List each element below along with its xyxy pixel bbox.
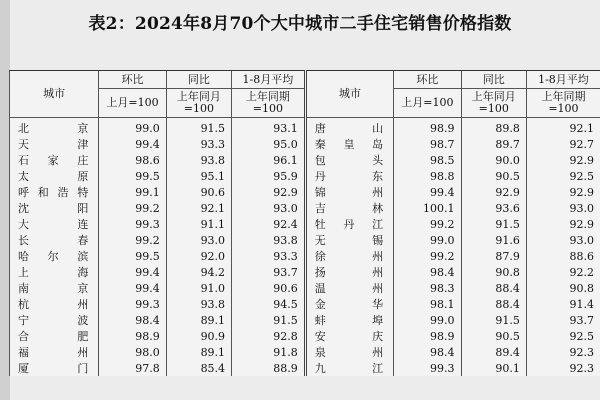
- yoy-value-right: 91.5: [461, 312, 526, 328]
- city-name-left: 呼和浩特: [10, 184, 99, 200]
- mom-value-right: 99.0: [394, 312, 461, 328]
- yoy-value-right: 90.5: [461, 168, 526, 184]
- avg-value-left: 92.8: [232, 328, 306, 344]
- yoy-value-right: 90.0: [461, 152, 526, 168]
- yoy-value-left: 91.0: [166, 280, 231, 296]
- table-row: [10, 344, 600, 360]
- table-row: [10, 248, 600, 264]
- city-name-right: 金华: [305, 296, 393, 312]
- header-row-1: [10, 71, 600, 89]
- mom-header-right: 环比: [394, 71, 461, 89]
- yoy-value-left: 89.1: [166, 344, 231, 360]
- city-name-right: 泉州: [305, 344, 393, 360]
- mom-value-left: 99.5: [99, 168, 166, 184]
- city-name-left: 北京: [10, 118, 99, 137]
- yoy-value-left: 90.6: [166, 184, 231, 200]
- avg-value-right: 93.0: [526, 200, 600, 216]
- avg-value-left: 96.1: [232, 152, 306, 168]
- table-row: [10, 264, 600, 280]
- avg-value-left: 88.9: [232, 360, 306, 376]
- yoy-value-left: 91.5: [166, 118, 231, 137]
- avg-value-left: 91.5: [232, 312, 306, 328]
- mom-value-left: 98.6: [99, 152, 166, 168]
- mom-value-left: 99.5: [99, 248, 166, 264]
- mom-value-left: 98.9: [99, 328, 166, 344]
- avg-value-right: 93.7: [526, 312, 600, 328]
- avg-value-left: 95.0: [232, 136, 306, 152]
- city-name-right: 温州: [305, 280, 393, 296]
- yoy-value-right: 91.6: [461, 232, 526, 248]
- avg-value-right: 92.7: [526, 136, 600, 152]
- table-row: [10, 360, 600, 376]
- mom-value-left: 97.8: [99, 360, 166, 376]
- avg-value-right: 91.4: [526, 296, 600, 312]
- mom-sub-header-right: 上月=100: [394, 89, 461, 118]
- mom-value-right: 100.1: [394, 200, 461, 216]
- mom-value-right: 98.9: [394, 118, 461, 137]
- yoy-value-left: 92.1: [166, 200, 231, 216]
- table-row: [10, 118, 600, 137]
- city-name-left: 沈阳: [10, 200, 99, 216]
- mom-value-left: 99.4: [99, 280, 166, 296]
- mom-value-right: 99.0: [394, 232, 461, 248]
- avg-value-right: 92.9: [526, 184, 600, 200]
- yoy-value-left: 93.8: [166, 152, 231, 168]
- price-index-table: [9, 70, 600, 376]
- yoy-value-right: 89.4: [461, 344, 526, 360]
- yoy-value-right: 90.8: [461, 264, 526, 280]
- yoy-value-right: 90.5: [461, 328, 526, 344]
- city-name-right: 吉林: [305, 200, 393, 216]
- mom-header-left: 环比: [99, 71, 166, 89]
- city-name-right: 丹东: [305, 168, 393, 184]
- city-name-right: 扬州: [305, 264, 393, 280]
- table-row: [10, 296, 600, 312]
- yoy-value-left: 85.4: [166, 360, 231, 376]
- city-name-right: 唐山: [305, 118, 393, 137]
- mom-value-left: 99.0: [99, 118, 166, 137]
- city-name-right: 锦州: [305, 184, 393, 200]
- yoy-value-right: 90.1: [461, 360, 526, 376]
- yoy-value-left: 93.8: [166, 296, 231, 312]
- avg-value-right: 92.3: [526, 360, 600, 376]
- yoy-value-left: 90.9: [166, 328, 231, 344]
- mom-value-right: 98.8: [394, 168, 461, 184]
- yoy-value-right: 92.9: [461, 184, 526, 200]
- table-row: [10, 136, 600, 152]
- yoy-value-left: 93.0: [166, 232, 231, 248]
- mom-value-left: 99.4: [99, 264, 166, 280]
- yoy-value-right: 89.8: [461, 118, 526, 137]
- mom-value-left: 99.4: [99, 136, 166, 152]
- mom-value-right: 98.1: [394, 296, 461, 312]
- city-name-left: 长春: [10, 232, 99, 248]
- city-name-right: 包头: [305, 152, 393, 168]
- avg-sub-header-left: 上年同期=100: [232, 89, 306, 118]
- yoy-value-left: 93.3: [166, 136, 231, 152]
- city-name-left: 太原: [10, 168, 99, 184]
- mom-value-left: 98.4: [99, 312, 166, 328]
- table-body: [10, 118, 600, 377]
- mom-value-right: 98.9: [394, 328, 461, 344]
- yoy-sub-header-left: 上年同月=100: [166, 89, 231, 118]
- table-row: [10, 328, 600, 344]
- yoy-value-left: 95.1: [166, 168, 231, 184]
- city-name-right: 牡丹江: [305, 216, 393, 232]
- yoy-value-left: 94.2: [166, 264, 231, 280]
- avg-value-left: 92.4: [232, 216, 306, 232]
- avg-header-left: 1-8月平均: [232, 71, 306, 89]
- table-row: [10, 280, 600, 296]
- avg-value-left: 91.8: [232, 344, 306, 360]
- avg-value-right: 92.5: [526, 328, 600, 344]
- mom-value-left: 99.2: [99, 200, 166, 216]
- table-row: [10, 216, 600, 232]
- city-name-left: 大连: [10, 216, 99, 232]
- mom-value-left: 99.1: [99, 184, 166, 200]
- avg-value-left: 93.1: [232, 118, 306, 137]
- mom-value-right: 99.2: [394, 248, 461, 264]
- city-name-left: 宁波: [10, 312, 99, 328]
- yoy-value-left: 91.1: [166, 216, 231, 232]
- city-name-left: 南京: [10, 280, 99, 296]
- mom-value-right: 98.7: [394, 136, 461, 152]
- city-name-left: 福州: [10, 344, 99, 360]
- header-row-2: [10, 89, 600, 118]
- city-name-right: 无锡: [305, 232, 393, 248]
- avg-value-left: 93.3: [232, 248, 306, 264]
- yoy-value-left: 92.0: [166, 248, 231, 264]
- avg-value-left: 95.9: [232, 168, 306, 184]
- avg-value-right: 90.8: [526, 280, 600, 296]
- table-row: [10, 184, 600, 200]
- city-name-left: 上海: [10, 264, 99, 280]
- avg-value-right: 92.9: [526, 216, 600, 232]
- table-title: 表2：2024年8月70个大中城市二手住宅销售价格指数: [88, 14, 512, 34]
- yoy-value-right: 88.4: [461, 296, 526, 312]
- avg-value-left: 90.6: [232, 280, 306, 296]
- city-name-right: 九江: [305, 360, 393, 376]
- city-name-right: 徐州: [305, 248, 393, 264]
- city-name-left: 合肥: [10, 328, 99, 344]
- mom-sub-header-left: 上月=100: [99, 89, 166, 118]
- avg-value-right: 92.1: [526, 118, 600, 137]
- mom-value-left: 98.0: [99, 344, 166, 360]
- yoy-value-right: 91.5: [461, 216, 526, 232]
- yoy-value-right: 87.9: [461, 248, 526, 264]
- yoy-header-left: 同比: [166, 71, 231, 89]
- mom-value-left: 99.2: [99, 232, 166, 248]
- mom-value-right: 98.4: [394, 264, 461, 280]
- avg-value-right: 92.3: [526, 344, 600, 360]
- mom-value-left: 99.3: [99, 216, 166, 232]
- yoy-header-right: 同比: [461, 71, 526, 89]
- mom-value-right: 99.2: [394, 216, 461, 232]
- mom-value-right: 98.4: [394, 344, 461, 360]
- avg-value-right: 93.0: [526, 232, 600, 248]
- avg-value-left: 93.7: [232, 264, 306, 280]
- mom-value-right: 99.4: [394, 184, 461, 200]
- city-name-left: 石家庄: [10, 152, 99, 168]
- mom-value-right: 99.3: [394, 360, 461, 376]
- mom-value-right: 98.5: [394, 152, 461, 168]
- avg-value-left: 93.8: [232, 232, 306, 248]
- city-name-left: 哈尔滨: [10, 248, 99, 264]
- city-name-right: 安庆: [305, 328, 393, 344]
- table-row: [10, 312, 600, 328]
- yoy-sub-header-right: 上年同月=100: [461, 89, 526, 118]
- avg-value-right: 92.2: [526, 264, 600, 280]
- table-row: [10, 168, 600, 184]
- yoy-value-left: 89.1: [166, 312, 231, 328]
- yoy-value-right: 89.7: [461, 136, 526, 152]
- table-row: [10, 152, 600, 168]
- table-row: [10, 232, 600, 248]
- city-header-left: 城市: [10, 71, 99, 118]
- city-name-left: 天津: [10, 136, 99, 152]
- yoy-value-right: 93.6: [461, 200, 526, 216]
- city-header-right: 城市: [305, 71, 393, 118]
- city-name-left: 杭州: [10, 296, 99, 312]
- city-name-right: 蚌埠: [305, 312, 393, 328]
- avg-value-left: 92.9: [232, 184, 306, 200]
- avg-value-right: 92.5: [526, 168, 600, 184]
- avg-value-left: 93.0: [232, 200, 306, 216]
- avg-sub-header-right: 上年同期=100: [526, 89, 600, 118]
- avg-header-right: 1-8月平均: [526, 71, 600, 89]
- table-row: [10, 200, 600, 216]
- city-name-right: 秦皇岛: [305, 136, 393, 152]
- avg-value-right: 92.9: [526, 152, 600, 168]
- city-name-left: 厦门: [10, 360, 99, 376]
- mom-value-right: 98.3: [394, 280, 461, 296]
- avg-value-left: 94.5: [232, 296, 306, 312]
- yoy-value-right: 88.4: [461, 280, 526, 296]
- mom-value-left: 99.3: [99, 296, 166, 312]
- avg-value-right: 88.6: [526, 248, 600, 264]
